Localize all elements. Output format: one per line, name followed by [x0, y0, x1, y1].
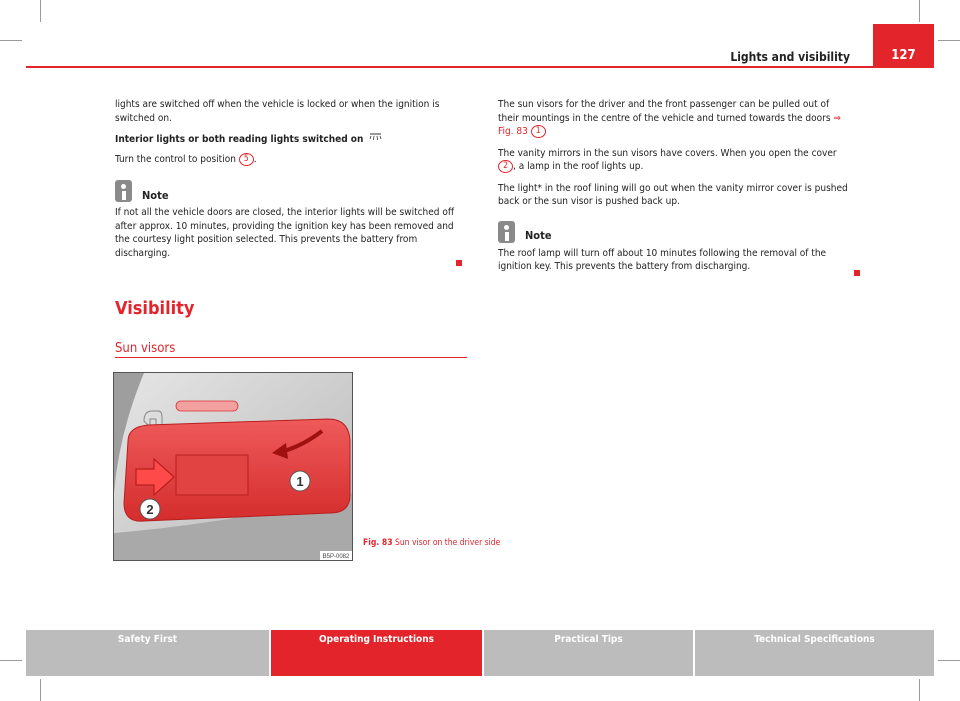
crop-mark	[40, 0, 41, 22]
crop-mark	[40, 679, 41, 701]
instruction-text: Turn the control to position	[115, 153, 236, 165]
crop-mark	[938, 660, 960, 661]
figure-code: B5P-0082	[322, 554, 350, 560]
note-title: Note	[525, 229, 552, 242]
position-ref-5: 5	[239, 153, 254, 166]
running-header-title: Lights and visibility	[730, 50, 850, 64]
figure-label: Fig. 83	[363, 538, 393, 548]
right-column	[498, 98, 850, 282]
subheading: Interior lights or both reading lights switched on	[115, 134, 364, 145]
footer-tab-technical-specifications[interactable]	[695, 630, 934, 676]
footer-tab-operating-instructions[interactable]	[271, 630, 482, 676]
note-header	[498, 221, 850, 243]
figure-caption-text: Sun visor on the driver side	[394, 538, 501, 548]
note-text: If not all the vehicle doors are closed, the interior lights will be switched off after approx. 10 minutes, providing the ignition key has been removed and the courtesy light position selected. This prevents the battery from discharging.	[115, 207, 455, 259]
sun-visor-illustration	[114, 373, 353, 561]
position-ref-2: 2	[498, 160, 513, 173]
sun-visor-figure	[113, 372, 353, 561]
subsection-heading: Sun visors	[115, 341, 176, 356]
crop-mark	[919, 679, 920, 701]
figure-caption	[363, 538, 500, 549]
footer-tab-label: Technical Specifications	[754, 634, 875, 645]
subsection-rule	[115, 357, 467, 358]
footer-tab-label: Safety First	[117, 634, 178, 645]
paragraph: The sun visors for the driver and the front passenger can be pulled out of their mountings in the centre of the vehicle and turned towards the doors	[498, 99, 831, 124]
crop-mark	[0, 660, 22, 661]
figure-marker-1: 1	[296, 474, 304, 489]
info-icon	[115, 180, 132, 202]
paragraph-end: , a lamp in the roof lights up.	[513, 161, 644, 172]
punctuation: .	[253, 153, 257, 165]
crop-mark	[0, 40, 22, 41]
left-column	[115, 98, 465, 268]
note-text: The roof lamp will turn off about 10 minutes following the removal of the ignition key. This prevents the battery from discharging.	[498, 247, 827, 272]
section-end-marker	[456, 260, 462, 266]
section-heading: Visibility	[115, 298, 195, 319]
interior-light-icon	[369, 133, 382, 141]
crop-mark	[938, 40, 960, 41]
section-end-marker	[854, 270, 860, 276]
page-number-badge	[873, 24, 934, 68]
figure-marker-2: 2	[146, 502, 154, 517]
crop-mark	[919, 0, 920, 22]
header-rule	[26, 66, 934, 68]
footer-tab-label: Operating Instructions	[319, 634, 434, 645]
footer-tab-label: Practical Tips	[554, 634, 623, 645]
paragraph: lights are switched off when the vehicle is locked or when the ignition is switched on.	[115, 99, 440, 124]
note-header	[115, 180, 465, 202]
paragraph: The light* in the roof lining will go out when the vanity mirror cover is pushed back or the sun visor is pushed back up.	[498, 182, 848, 207]
note-title: Note	[142, 188, 169, 202]
page-number: 127	[891, 48, 916, 63]
paragraph: The vanity mirrors in the sun visors have covers. When you open the cover	[498, 147, 837, 159]
footer-tab-safety-first[interactable]	[26, 630, 269, 676]
position-ref-1: 1	[531, 125, 546, 138]
figure-link[interactable]: ⇒ Fig. 83	[498, 112, 841, 137]
footer-tab-practical-tips[interactable]	[484, 630, 693, 676]
info-icon	[498, 221, 515, 243]
